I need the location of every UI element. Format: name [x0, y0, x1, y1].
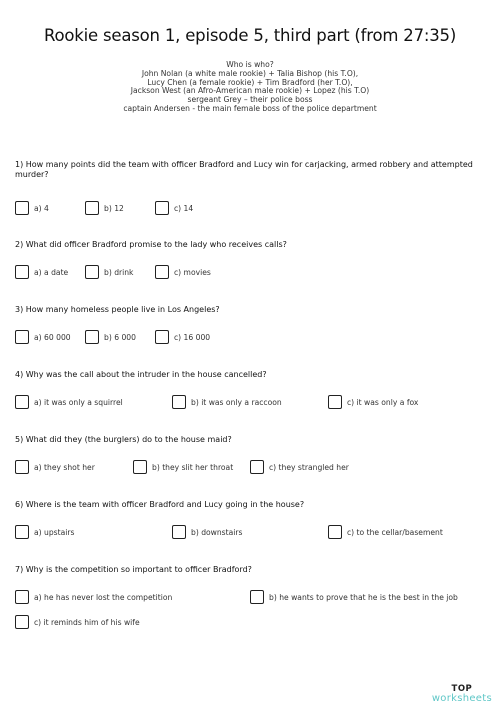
checkbox[interactable] [250, 590, 264, 604]
checkbox[interactable] [172, 395, 186, 409]
question-4-text: 4) Why was the call about the intruder in the house cancelled? [15, 370, 267, 379]
checkbox[interactable] [155, 330, 169, 344]
checkbox[interactable] [85, 265, 99, 279]
checkbox[interactable] [155, 201, 169, 215]
logo-top-text: TOP [451, 684, 473, 694]
worksheet-title: Rookie season 1, episode 5, third part (from 27:35) [43, 26, 457, 45]
checkbox[interactable] [15, 615, 29, 629]
who-is-who-intro [0, 61, 500, 114]
logo-bottom-text: worksheets [431, 693, 492, 704]
checkbox[interactable] [328, 525, 342, 539]
topworksheets-logo [432, 685, 492, 703]
checkbox[interactable] [15, 330, 29, 344]
question-2-text: 2) What did officer Bradford promise to the lady who receives calls? [15, 240, 287, 249]
checkbox[interactable] [15, 460, 29, 474]
question-3-text: 3) How many homeless people live in Los Angeles? [15, 305, 220, 314]
intro-line: Who is who? [226, 60, 274, 69]
checkbox[interactable] [15, 395, 29, 409]
checkbox[interactable] [85, 330, 99, 344]
question-1-text: 1) How many points did the team with officer Bradford and Lucy win for carjacking, armed robbery and attempted murder? [15, 160, 473, 179]
question-5-text: 5) What did they (the burglers) do to the house maid? [15, 435, 232, 444]
intro-line: sergeant Grey – their police boss [187, 95, 313, 105]
checkbox[interactable] [155, 265, 169, 279]
checkbox[interactable] [15, 265, 29, 279]
question-7-text: 7) Why is the competition so important to officer Bradford? [15, 565, 252, 574]
question-6-text: 6) Where is the team with officer Bradford and Lucy going in the house? [15, 500, 305, 509]
intro-line: captain Andersen - the main female boss of the police department [123, 103, 377, 113]
intro-line: John Nolan (a white male rookie) + Talia Bishop (his T.O), [141, 68, 359, 78]
intro-line: Jackson West (an Afro-American male rookie) + Lopez (his T.O) [130, 86, 370, 96]
checkbox[interactable] [15, 590, 29, 604]
intro-line: Lucy Chen (a female rookie) + Tim Bradford (her T.O), [147, 77, 353, 87]
worksheet-page: Rookie season 1, episode 5, third part (from 27:35) Who is who? John Nolan (a white male rookie) + Talia Bishop (his T.O), Lucy Chen (a female rookie) + Tim Bradford (her T.O), Jackson West (an Afro-American male rookie) + Lopez (his T.O) sergeant Grey – their police boss captain Andersen - the main female boss of the police department 1) How many points did the team with officer Bradford and Lucy win for carjacking, armed robbery and attempted murder? a) 4 b) 12 c) 14 2) What did officer Bradford promise to the lady who receives calls? a) a date b) drink c) movies 3) How many homeless people live in Los Angeles? a) 60 000 b) 6 000 c) 16 000 4) Why was the call about the intruder in the house cancelled? a) it was only a squirrel b) it was only a raccoon c) it was only a fox 5) What did they (the burglers) do to the house maid? a) they shot her b) they slit her throat c) they strangled her 6) Where is the team with officer Bradford and Lucy going in the house? a) upstairs b) downstairs c) to the cellar/basement 7) Why is the competition so important to officer Bradford? a) he has never lost the competition b) he wants to prove that he is the best in the job c) it reminds him of his wife TOP worksheets [0, 0, 500, 707]
checkbox[interactable] [133, 460, 147, 474]
checkbox[interactable] [172, 525, 186, 539]
checkbox[interactable] [250, 460, 264, 474]
checkbox[interactable] [15, 201, 29, 215]
checkbox[interactable] [15, 525, 29, 539]
checkbox[interactable] [328, 395, 342, 409]
checkbox[interactable] [85, 201, 99, 215]
